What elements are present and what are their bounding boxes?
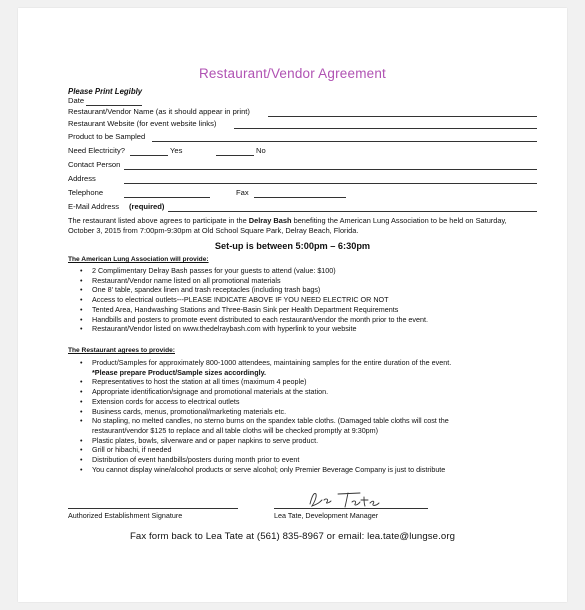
list-item-continued: *Please prepare Product/Sample sizes accordingly.	[92, 367, 267, 377]
list-item: • 2 Complimentary Delray Bash passes for your guests to attend (value: $100)	[80, 266, 336, 275]
product-field[interactable]: Product to be Sampled	[68, 133, 537, 143]
list-item: • Business cards, menus, promotional/marketing materials etc.	[80, 406, 287, 416]
document-title: Restaurant/Vendor Agreement	[198, 66, 387, 81]
website-field[interactable]: Restaurant Website (for event website links)	[68, 120, 537, 130]
list-item: • Appropriate identification/signage and promotional materials at the station.	[80, 387, 329, 397]
list-item: • Restaurant/Vendor listed on www.thedelraybash.com with hyperlink to your website	[80, 324, 357, 334]
list-item: • Plastic plates, bowls, silverware and or paper napkins to serve product.	[80, 435, 319, 445]
list-item: • Product/Samples for approximately 800-1000 attendees, maintaining samples for the entire duration of the event.	[80, 358, 452, 367]
list-item: • One 8' table, spandex linen and trash receptacles (including trash bags)	[80, 285, 321, 295]
telephone-label: Telephone	[68, 188, 104, 197]
list-item: • No stapling, no melted candles, no sterno burns on the spandex table cloths. (Damaged table cloths will cost the	[80, 416, 449, 426]
list-item: • Access to electrical outlets---PLEASE INDICATE ABOVE IF YOU NEED ELECTRIC OR NOT	[80, 295, 389, 305]
electricity-field[interactable]: Need Electricity? Yes No	[68, 146, 266, 155]
no-option[interactable]: No	[256, 146, 266, 155]
ala-list	[70, 266, 539, 334]
restaurant-heading: The Restaurant agrees to provide:	[68, 347, 175, 354]
list-item: • Tented Area, Handwashing Stations and Three-Basin Sink per Health Department Requirements	[80, 304, 399, 314]
handwritten-signature	[302, 488, 392, 510]
print-legibly-note: Please Print Legibly	[68, 87, 143, 96]
list-item: • Grill or hibachi, if needed	[80, 445, 172, 455]
list-item: • Extension cords for access to electrical outlets	[80, 396, 240, 406]
contact-field[interactable]: Contact Person	[68, 161, 537, 171]
fax-label: Fax	[236, 188, 249, 197]
intro-line-1: The restaurant listed above agrees to participate in the Delray Bash benefiting the American Lung Association to be held on Saturday,	[68, 216, 507, 225]
setup-time: Set-up is between 5:00pm – 6:30pm	[214, 241, 371, 251]
yes-option[interactable]: Yes	[170, 146, 183, 155]
restaurant-list	[70, 358, 539, 474]
list-item: • You cannot display wine/alcohol products or serve alcohol; only Premier Beverage Company is just to distribute	[80, 464, 446, 474]
establishment-signature-line[interactable]	[68, 508, 238, 509]
date-line	[86, 105, 142, 106]
phone-fax-field[interactable]	[68, 189, 537, 199]
list-item: • Representatives to host the station at all times (maximum 4 people)	[80, 377, 307, 387]
intro-line-2: October 3, 2015 from 7:00pm-9:30pm at Old School Square Park, Delray Beach, Florida.	[68, 226, 359, 235]
list-item: • Handbills and posters to promote event distributed to each restaurant/vendor the month prior to the event.	[80, 314, 429, 324]
fax-instructions: Fax form back to Lea Tate at (561) 835-8967 or email: lea.tate@lungse.org	[129, 531, 456, 542]
date-field[interactable]: Date	[68, 97, 537, 107]
list-item-continued: restaurant/vendor $125 to replace and all table cloths will be checked promptly at 9:30pm)	[92, 425, 379, 435]
document-page	[18, 8, 567, 602]
list-item: • Distribution of event handbills/posters during month prior to event	[80, 455, 300, 465]
list-item: • Restaurant/Vendor name listed on all promotional materials	[80, 275, 281, 285]
manager-signature-label: Lea Tate, Development Manager	[274, 511, 379, 520]
required-label: (required)	[129, 202, 165, 211]
establishment-signature-label: Authorized Establishment Signature	[68, 511, 183, 520]
address-field[interactable]: Address	[68, 175, 537, 185]
ala-heading: The American Lung Association will provide:	[68, 256, 209, 263]
email-field[interactable]: E-Mail Address (required)	[68, 203, 537, 213]
restaurant-name-field[interactable]: Restaurant/Vendor Name (as it should appear in print)	[68, 108, 537, 118]
